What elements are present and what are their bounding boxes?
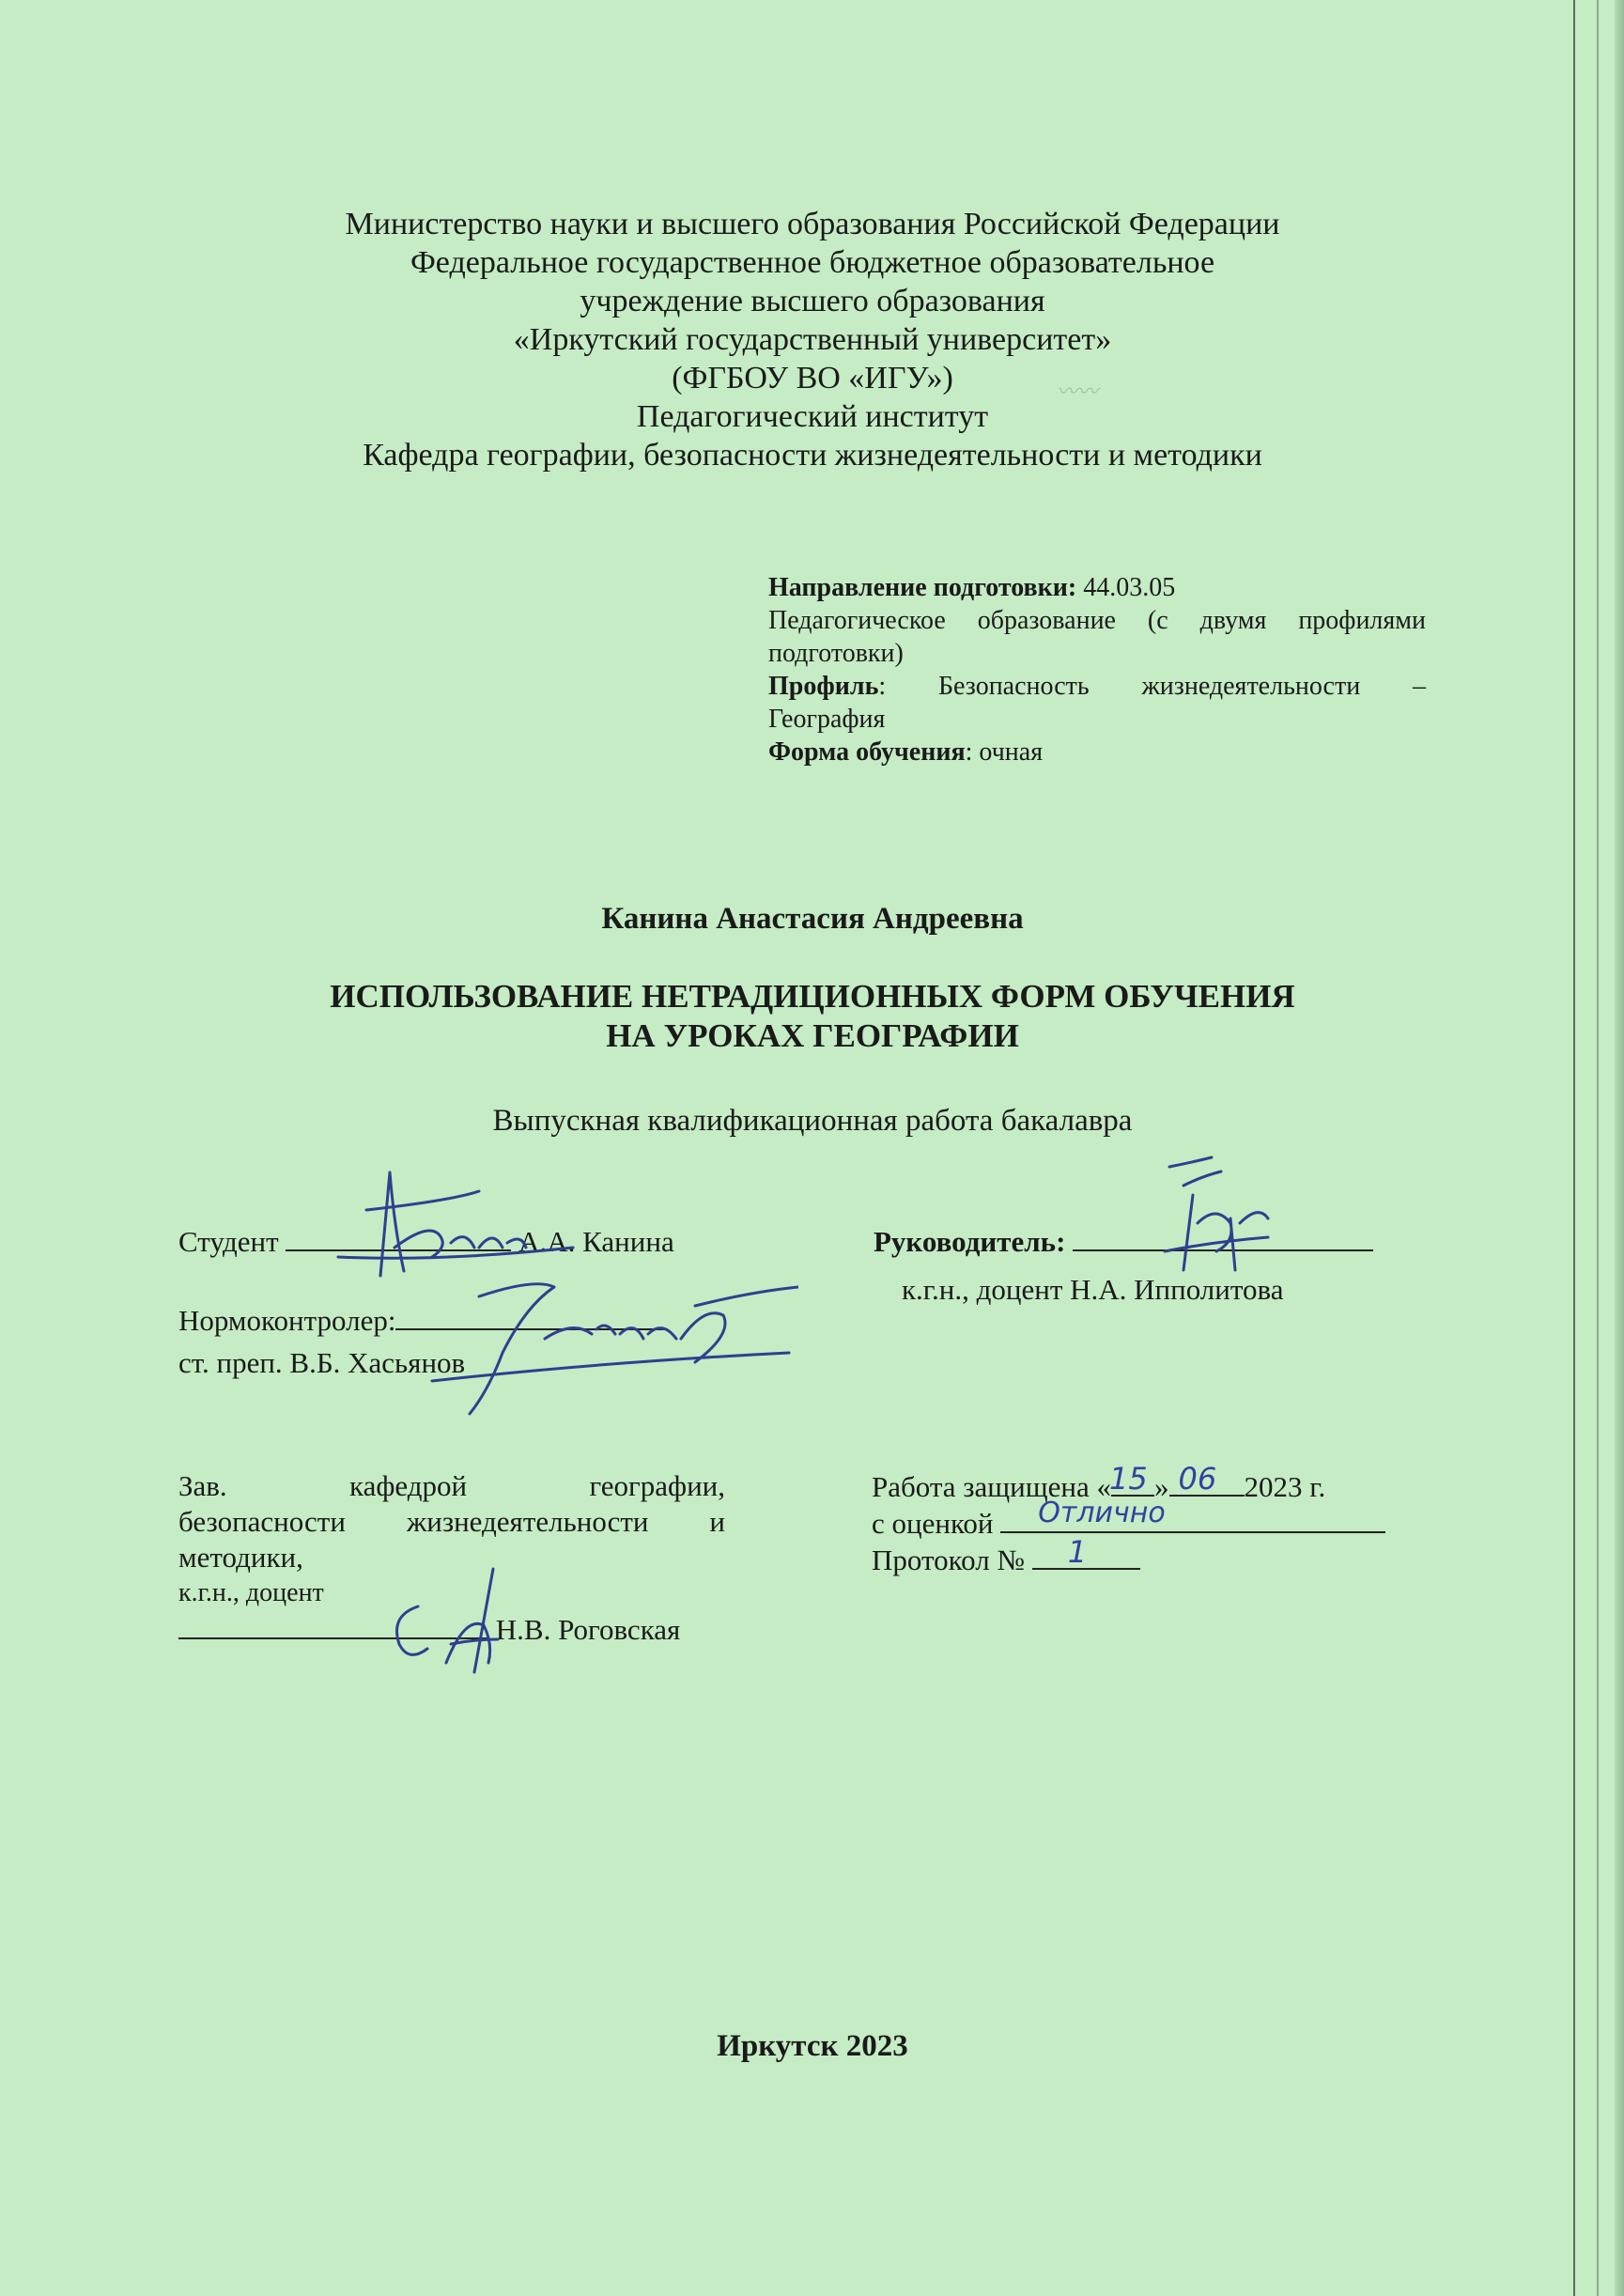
grade-field <box>1000 1497 1385 1533</box>
supervisor-name: к.г.н., доцент Н.А. Ипполитова <box>902 1273 1284 1306</box>
word: Зав. <box>178 1469 227 1502</box>
profile-line: Профиль: Безопасность жизнедеятельности – <box>768 672 1426 701</box>
normcontrol-label: Нормоконтролер: <box>178 1304 396 1337</box>
page-edge-shadow <box>1615 0 1624 2296</box>
thesis-title-line-2: НА УРОКАХ ГЕОГРАФИИ <box>606 1017 1019 1054</box>
grade-label: с оценкой <box>872 1507 994 1540</box>
head-line-1 <box>178 1468 725 1504</box>
profile-value-line-2: География <box>768 705 886 734</box>
institution-type-line-2: учреждение высшего образования <box>580 284 1045 318</box>
quote-mark: » <box>1154 1470 1169 1503</box>
defense-label: Работа защищена « <box>872 1470 1111 1503</box>
thesis-title <box>188 977 1437 1056</box>
work-type: Выпускная квалификационная работа бакалавра <box>492 1104 1133 1138</box>
protocol-number: 1 <box>1067 1534 1088 1570</box>
word: географии, <box>589 1469 725 1502</box>
word: жизнедеятельности <box>406 1505 649 1538</box>
form-label: Форма обучения <box>768 737 966 767</box>
defense-month-field <box>1169 1461 1245 1497</box>
author-name: Канина Анастасия Андреевна <box>601 902 1024 936</box>
university-abbr: (ФГБОУ ВО «ИГУ») <box>672 361 953 396</box>
defense-day: 15 <box>1109 1461 1148 1497</box>
student-name: А.А. Канина <box>518 1225 674 1258</box>
direction-name-line <box>768 604 1426 637</box>
grade-value: Отлично <box>1038 1497 1166 1529</box>
supervisor-signature-line <box>874 1223 1373 1260</box>
institute-name: Педагогический институт <box>636 399 989 434</box>
supervisor-signature <box>1127 1148 1277 1289</box>
defense-day-field <box>1109 1461 1154 1497</box>
word: жизнедеятельности <box>1141 672 1361 701</box>
defense-year: 2023 г. <box>1244 1470 1326 1503</box>
defense-block <box>872 1461 1421 1578</box>
protocol-line <box>872 1534 1421 1578</box>
thesis-title-line-1: ИСПОЛЬЗОВАНИЕ НЕТРАДИЦИОННЫХ ФОРМ ОБУЧЕНИЯ <box>330 978 1295 1015</box>
city-year: Иркутск 2023 <box>717 2029 908 2063</box>
word: (с <box>1147 606 1168 635</box>
university-name: «Иркутский государственный университет» <box>513 322 1112 357</box>
word: профилями <box>1298 606 1426 635</box>
department-name: Кафедра географии, безопасности жизнедеятельности и методики <box>363 438 1262 473</box>
protocol-label: Протокол № <box>872 1544 1025 1576</box>
program-info <box>768 571 1426 768</box>
direction-code: 44.03.05 <box>1083 573 1176 602</box>
word: кафедрой <box>348 1469 468 1502</box>
head-degree: к.г.н., доцент <box>178 1578 324 1607</box>
word: Безопасность <box>937 672 1090 701</box>
student-label: Студент <box>178 1225 279 1258</box>
word: безопасности <box>178 1505 346 1538</box>
word: Педагогическое <box>768 606 946 635</box>
institution-header <box>188 205 1437 474</box>
form-value: : очная <box>965 737 1044 767</box>
protocol-field <box>1032 1534 1140 1570</box>
page-fold-line <box>1573 0 1575 2296</box>
head-line-3: методики, <box>178 1541 303 1574</box>
head-line-2 <box>178 1504 725 1540</box>
normcontrol-name: ст. преп. В.Б. Хасьянов <box>178 1346 466 1379</box>
supervisor-label: Руководитель: <box>874 1225 1066 1258</box>
direction-label: Направление подготовки: <box>768 573 1077 602</box>
ministry-line: Министерство науки и высшего образования Российской Федерации <box>345 207 1280 241</box>
head-signature <box>371 1559 521 1682</box>
scan-stamp-mark: 〰〰 <box>1057 380 1099 403</box>
direction-name-line-2: подготовки) <box>768 639 904 668</box>
grade-line <box>872 1497 1421 1542</box>
profile-label: Профиль <box>768 672 879 701</box>
word: – <box>1412 672 1426 701</box>
defense-month: 06 <box>1178 1461 1217 1497</box>
head-name: Н.В. Роговская <box>495 1613 681 1646</box>
institution-type-line: Федеральное государственное бюджетное образовательное <box>410 245 1215 280</box>
word: двумя <box>1199 606 1267 635</box>
normcontrol-signature <box>413 1249 798 1428</box>
word: образование <box>977 606 1116 635</box>
page-fold-line <box>1597 0 1599 2296</box>
word: и <box>709 1505 725 1538</box>
